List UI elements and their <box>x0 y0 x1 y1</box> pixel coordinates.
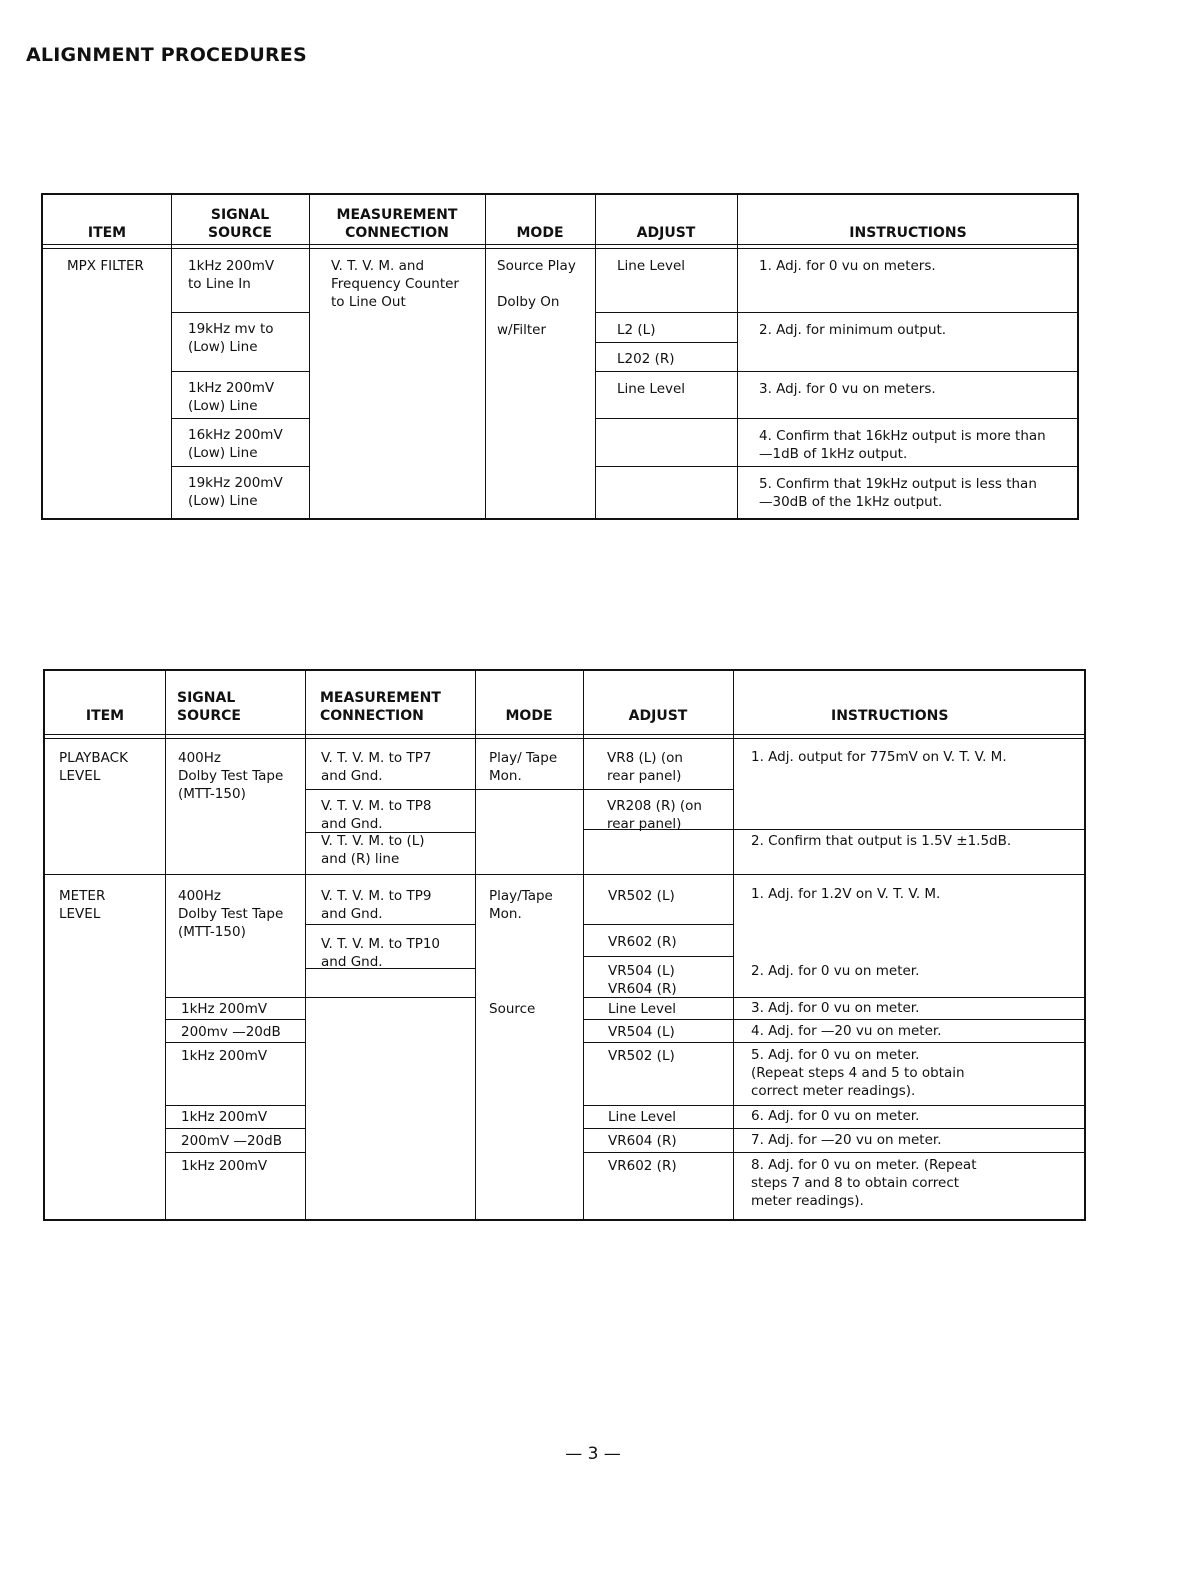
row-line <box>171 418 309 419</box>
row-line <box>165 1019 305 1020</box>
signal-source: 19kHz 200mV (Low) Line <box>188 475 283 509</box>
instruction: 7. Adj. for —20 vu on meter. <box>751 1132 942 1148</box>
instruction: 1. Adj. for 0 vu on meters. <box>759 258 936 274</box>
instruction: 6. Adj. for 0 vu on meter. <box>751 1108 920 1124</box>
header-divider <box>45 734 1084 739</box>
item-mpx-filter: MPX FILTER <box>67 258 144 274</box>
row-line <box>305 997 475 998</box>
header-item: ITEM <box>87 225 127 241</box>
row-line <box>595 342 737 343</box>
measurement-connection: V. T. V. M. to TP10 and Gnd. <box>321 936 441 970</box>
row-line <box>305 924 475 925</box>
col-line <box>305 671 306 1219</box>
row-line <box>165 1152 305 1153</box>
adjust: VR8 (L) (on rear panel) <box>607 750 683 784</box>
adjust: VR502 (L) <box>608 1048 675 1064</box>
row-line <box>583 1105 1084 1106</box>
adjust: Line Level <box>608 1109 677 1125</box>
col-line <box>309 195 310 518</box>
measurement-connection: V. T. V. M. and Frequency Counter to Line Out <box>331 258 459 310</box>
row-line <box>583 956 733 957</box>
adjust: VR602 (R) <box>608 1158 677 1174</box>
signal-source: 1kHz 200mV <box>181 1158 268 1174</box>
adjust: VR504 (L) VR604 (R) <box>608 963 677 997</box>
signal-source: 1kHz 200mV <box>181 1109 268 1125</box>
row-line <box>583 1042 1084 1043</box>
row-line <box>595 418 1077 419</box>
instruction: 1. Adj. output for 775mV on V. T. V. M. <box>751 749 1007 765</box>
instruction: 2. Adj. for 0 vu on meter. <box>751 963 920 979</box>
signal-source: 400Hz Dolby Test Tape (MTT-150) <box>178 750 284 802</box>
page-number: — 3 — <box>565 1444 621 1464</box>
col-line <box>733 671 734 1219</box>
measurement-connection: V. T. V. M. to (L) and (R) line <box>321 833 425 867</box>
mode-filter: w/Filter <box>497 322 547 338</box>
adjust: VR208 (R) (on rear panel) <box>607 798 702 832</box>
header-instructions: INSTRUCTIONS <box>831 708 949 724</box>
signal-source: 200mv —20dB <box>181 1024 281 1040</box>
instruction: 3. Adj. for 0 vu on meters. <box>759 381 936 397</box>
mode: Play/Tape Mon. <box>489 888 553 922</box>
row-line <box>595 312 1077 313</box>
row-line <box>583 1128 1084 1129</box>
signal-source: 200mV —20dB <box>181 1133 282 1149</box>
row-line <box>165 1128 305 1129</box>
page-title: ALIGNMENT PROCEDURES <box>26 44 307 66</box>
signal-source: 1kHz 200mV (Low) Line <box>188 380 275 414</box>
measurement-connection: V. T. V. M. to TP9 and Gnd. <box>321 888 432 922</box>
instruction: 2. Adj. for minimum output. <box>759 322 947 338</box>
instruction: 8. Adj. for 0 vu on meter. (Repeat steps 7 and 8 to obtain correct meter readings). <box>751 1157 977 1209</box>
col-line <box>165 671 166 1219</box>
header-mode: MODE <box>505 708 553 724</box>
col-line <box>485 195 486 518</box>
adjust: VR602 (R) <box>608 934 677 950</box>
row-line <box>583 924 733 925</box>
adjust: VR502 (L) <box>608 888 675 904</box>
mode-source-play: Source Play <box>497 258 576 274</box>
adjust: Line Level <box>608 1001 677 1017</box>
mode-dolby-on: Dolby On <box>497 294 560 310</box>
instruction: 3. Adj. for 0 vu on meter. <box>751 1000 920 1016</box>
row-line <box>583 1019 1084 1020</box>
instruction: 5. Confirm that 19kHz output is less than —30dB of the 1kHz output. <box>759 476 1037 510</box>
header-adjust: ADJUST <box>628 708 688 724</box>
playback-meter-table <box>43 669 1086 1221</box>
row-line <box>171 466 309 467</box>
signal-source: 1kHz 200mV to Line In <box>188 258 275 292</box>
measurement-connection: V. T. V. M. to TP8 and Gnd. <box>321 798 432 832</box>
header-item: ITEM <box>85 708 125 724</box>
header-adjust: ADJUST <box>636 225 696 241</box>
row-line <box>583 1152 1084 1153</box>
signal-source: 1kHz 200mV <box>181 1001 268 1017</box>
header-signal-source: SIGNAL SOURCE <box>208 207 272 241</box>
signal-source: 1kHz 200mV <box>181 1048 268 1064</box>
col-line <box>583 671 584 1219</box>
header-measurement-connection: MEASUREMENT CONNECTION <box>320 690 441 724</box>
header-instructions: INSTRUCTIONS <box>849 225 967 241</box>
row-line <box>165 1042 305 1043</box>
item-meter-level: METER LEVEL <box>59 888 106 922</box>
instruction: 4. Confirm that 16kHz output is more than —1dB of 1kHz output. <box>759 428 1046 462</box>
mode: Play/ Tape Mon. <box>489 750 558 784</box>
item-playback-level: PLAYBACK LEVEL <box>59 750 128 784</box>
signal-source: 19kHz mv to (Low) Line <box>188 321 274 355</box>
row-line <box>165 997 305 998</box>
header-measurement-connection: MEASUREMENT CONNECTION <box>336 207 458 241</box>
mpx-filter-table <box>41 193 1079 520</box>
adjust: VR604 (R) <box>608 1133 677 1149</box>
header-divider <box>43 244 1077 249</box>
instruction: 2. Confirm that output is 1.5V ±1.5dB. <box>751 833 1012 849</box>
header-mode: MODE <box>516 225 564 241</box>
instruction: 1. Adj. for 1.2V on V. T. V. M. <box>751 886 941 902</box>
instruction: 5. Adj. for 0 vu on meter. (Repeat steps 4 and 5 to obtain correct meter readings). <box>751 1047 965 1099</box>
col-line <box>595 195 596 518</box>
header-signal-source: SIGNAL SOURCE <box>177 690 241 724</box>
adjust: Line Level <box>617 258 686 274</box>
instruction: 4. Adj. for —20 vu on meter. <box>751 1023 942 1039</box>
row-line <box>595 371 1077 372</box>
row-line <box>165 1105 305 1106</box>
measurement-connection: V. T. V. M. to TP7 and Gnd. <box>321 750 432 784</box>
row-line <box>171 312 309 313</box>
row-line <box>595 466 1077 467</box>
row-line <box>171 371 309 372</box>
adjust: L202 (R) <box>617 351 675 367</box>
mode: Source <box>489 1001 536 1017</box>
col-line <box>171 195 172 518</box>
section-line <box>45 874 1084 875</box>
col-line <box>737 195 738 518</box>
signal-source: 400Hz Dolby Test Tape (MTT-150) <box>178 888 284 940</box>
adjust: VR504 (L) <box>608 1024 675 1040</box>
adjust: Line Level <box>617 381 686 397</box>
col-line <box>475 671 476 1219</box>
signal-source: 16kHz 200mV (Low) Line <box>188 427 283 461</box>
adjust: L2 (L) <box>617 322 656 338</box>
row-line <box>305 789 733 790</box>
